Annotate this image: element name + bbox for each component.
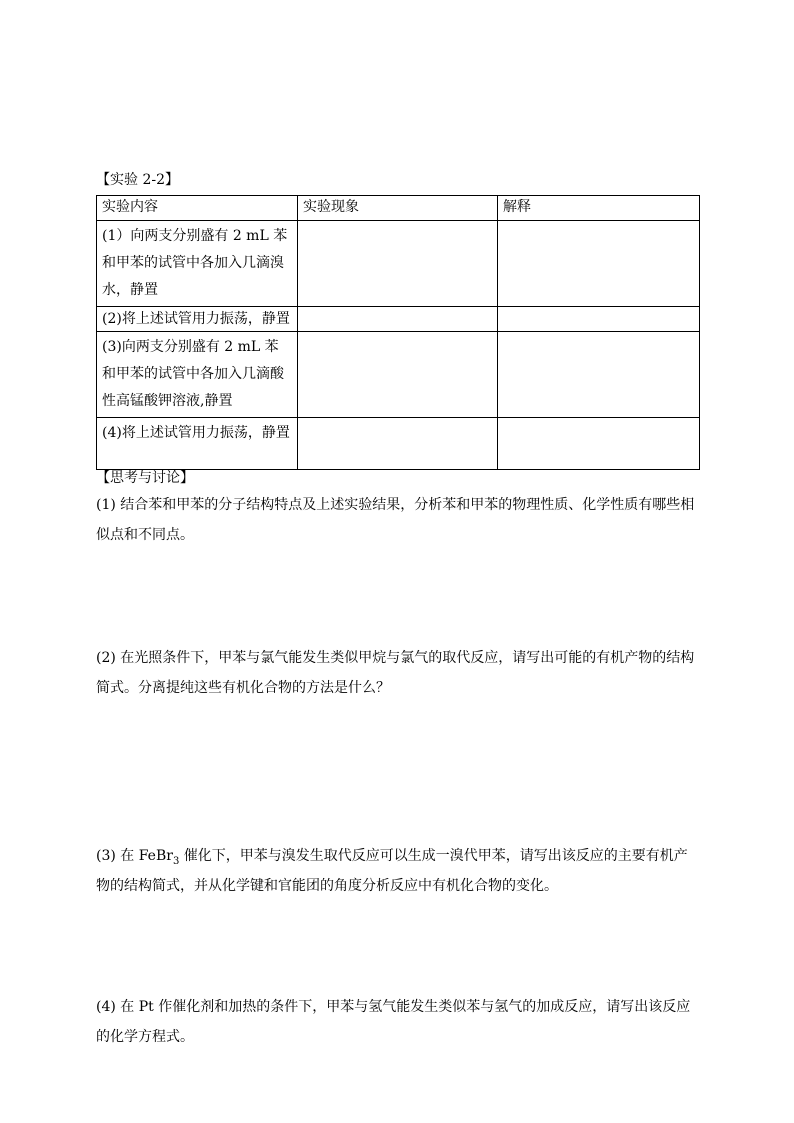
row-phenomenon-cell[interactable]	[298, 307, 498, 332]
question-4: (4) 在 Pt 作催化剂和加热的条件下，甲苯与氢气能发生类似苯与氢气的加成反应，请写出该反应的化学方程式。	[96, 999, 691, 1045]
row-explanation-cell[interactable]	[498, 307, 700, 332]
row-phenomenon-cell[interactable]	[298, 332, 498, 418]
row-content: (2)将上述试管用力振荡，静置	[97, 307, 298, 332]
discussion-title: 【思考与讨论】	[96, 470, 194, 486]
table-row	[97, 418, 700, 470]
header-explanation: 解释	[498, 196, 700, 221]
row-content: (1）向两支分别盛有 2 mL 苯和甲苯的试管中各加入几滴溴水，静置	[97, 221, 298, 307]
question-3-suffix: 催化下，甲苯与溴发生取代反应可以生成一溴代甲苯，请写出该反应的主要有机产物的结构简式，并从化学键和官能团的角度分析反应中有机化合物的变化。	[96, 848, 688, 894]
question-2: (2) 在光照条件下，甲苯与氯气能发生类似甲烷与氯气的取代反应，请写出可能的有机产物的结构简式。分离提纯这些有机化合物的方法是什么？	[96, 650, 695, 696]
table-header-row	[97, 196, 700, 221]
table-row	[97, 307, 700, 332]
row-content: (3)向两支分别盛有 2 mL 苯和甲苯的试管中各加入几滴酸性高锰酸钾溶液,静置	[97, 332, 298, 418]
row-phenomenon-cell[interactable]	[298, 221, 498, 307]
row-content: (4)将上述试管用力振荡，静置	[97, 418, 298, 470]
table-row	[97, 221, 700, 307]
question-3	[96, 841, 700, 901]
row-explanation-cell[interactable]	[498, 332, 700, 418]
experiment-title: 【实验 2-2】	[96, 172, 179, 188]
experiment-table	[96, 195, 700, 470]
row-phenomenon-cell[interactable]	[298, 418, 498, 470]
question-3-prefix: (3) 在 FeBr	[96, 848, 173, 864]
question-3-subscript: 3	[172, 855, 180, 867]
table-row	[97, 332, 700, 418]
row-explanation-cell[interactable]	[498, 221, 700, 307]
header-content: 实验内容	[97, 196, 298, 221]
header-phenomenon: 实验现象	[298, 196, 498, 221]
row-explanation-cell[interactable]	[498, 418, 700, 470]
question-1: (1) 结合苯和甲苯的分子结构特点及上述实验结果，分析苯和甲苯的物理性质、化学性质有哪些相似点和不同点。	[96, 497, 695, 543]
